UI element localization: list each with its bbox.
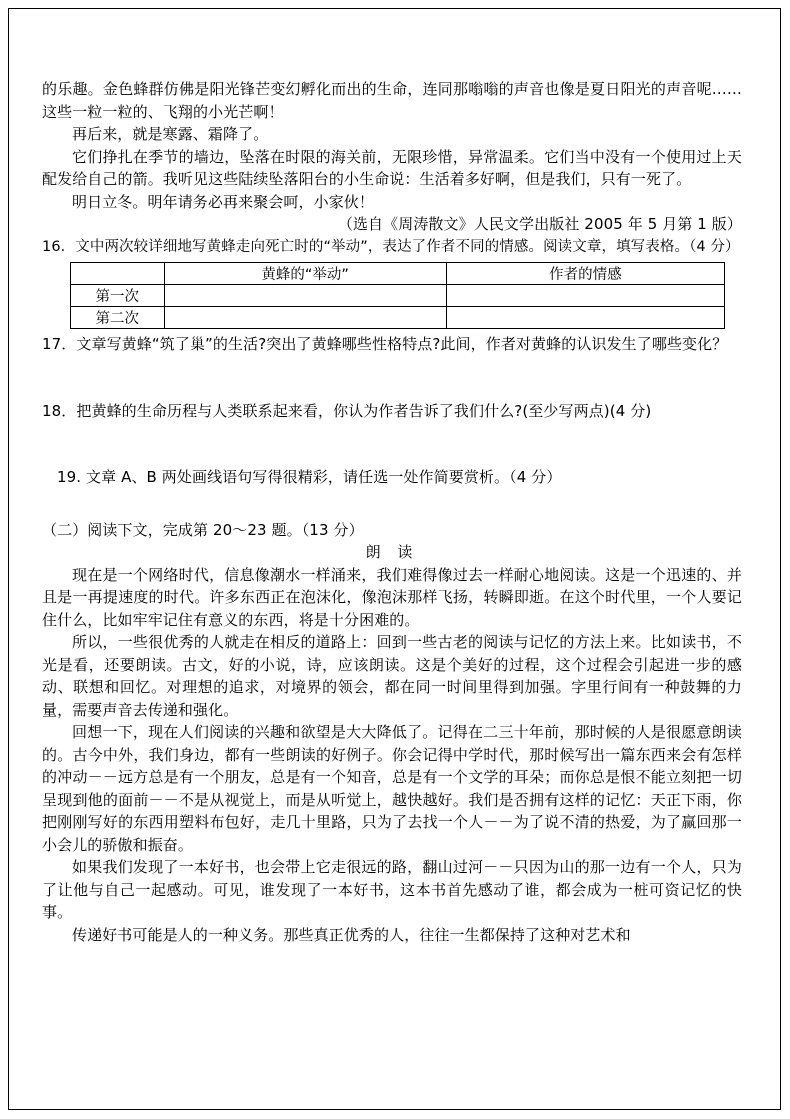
row-action-cell[interactable] <box>164 285 446 307</box>
row-label: 第二次 <box>71 307 165 329</box>
passage-paragraph: 如果我们发现了一本好书，也会带上它走很远的路，翻山过河－－只因为山的那一边有一个人，只为了让他与自己一起感动。可见，谁发现了一本好书，这本书首先感动了谁，都会成为一桩可资记忆的快事。 <box>42 858 742 921</box>
table-header-action: 黄蜂的“举动” <box>164 263 446 285</box>
table-row <box>71 285 725 307</box>
answer-table <box>70 262 725 329</box>
question-18: 18．把黄蜂的生命历程与人类联系起来看，你认为作者告诉了我们什么?(至少写两点)(4 分) <box>42 401 652 420</box>
question-16: 16．文中两次较详细地写黄蜂走向死亡时的“举动”，表达了作者不同的情感。阅读文章，填写表格。（4 分） <box>42 238 740 255</box>
table-row <box>71 307 725 329</box>
section-heading: （二）阅读下文，完成第 20～23 题。（13 分） <box>42 520 364 539</box>
row-emotion-cell[interactable] <box>446 307 724 329</box>
answer-space <box>42 356 742 400</box>
paragraph: 再后来，就是寒露、霜降了。 <box>72 125 269 143</box>
row-action-cell[interactable] <box>164 307 446 329</box>
row-label: 第一次 <box>71 285 165 307</box>
passage-title: 朗 读 <box>365 543 419 561</box>
paragraph-continuation: 的乐趣。金色蜂群仿佛是阳光锋芒变幻孵化而出的生命，连同那嗡嗡的声音也像是夏日阳光的声音呢……这些一粒一粒的、飞翔的小光芒啊！ <box>42 80 742 121</box>
page-content <box>42 78 742 946</box>
table-header-blank <box>71 263 165 285</box>
answer-space <box>42 422 742 466</box>
table-header-row <box>71 263 725 285</box>
passage-paragraph: 传递好书可能是人的一种义务。那些真正优秀的人，往往一生都保持了这种对艺术和 <box>72 925 631 944</box>
passage-paragraph: 回想一下，现在人们阅读的兴趣和欲望是大大降低了。记得在二三十年前，那时候的人是很愿意朗读的。古今中外，我们身边，都有一些朗读的好例子。你会记得中学时代，那时候写出一篇东西来会有怎样的冲动－－远方总是有一个朋友，总是有一个知音，总是有一个文学的耳朵；而你总是恨不能立刻把一切呈现到他的面前－－不是从视觉上，而是从听觉上，越快越好。我们是否拥有这样的记忆：天正下雨，你把刚刚写好的东西用塑料布包好，走几十里路，只为了去找一个人－－为了说不清的热爱，为了赢回那一小会儿的骄傲和振奋。 <box>42 723 742 854</box>
paragraph: 明日立冬。明年请务必再来聚会呵，小家伙！ <box>72 192 375 211</box>
source-attribution: （选自《周涛散文》人民文学出版社 2005 年 5 月第 1 版） <box>337 215 742 233</box>
answer-space <box>42 489 742 519</box>
row-emotion-cell[interactable] <box>446 285 724 307</box>
question-17: 17．文章写黄蜂“筑了巢”的生活?突出了黄蜂哪些性格特点?此间，作者对黄蜂的认识发生了哪些变化？ <box>42 335 728 353</box>
passage-paragraph: 现在是一个网络时代，信息像潮水一样涌来，我们难得像过去一样耐心地阅读。这是一个迅速的、并且是一再提速度的时代。许多东西正在泡沫化，像泡沫那样飞扬，转瞬即逝。在这个时代里，一个人要记住什么，比如牢牢记住有意义的东西，将是十分困难的。 <box>42 565 742 629</box>
passage-paragraph: 所以，一些很优秀的人就走在相反的道路上：回到一些古老的阅读与记忆的方法上来。比如读书，不光是看，还要朗读。古文，好的小说，诗，应该朗读。这是个美好的过程，这个过程会引起进一步的感动、联想和回忆。对理想的追求，对境界的领会，都在同一时间里得到加强。字里行间有一种鼓舞的力量，需要声音去传递和强化。 <box>42 633 742 719</box>
table-header-emotion: 作者的情感 <box>446 263 724 285</box>
paragraph: 它们挣扎在季节的墙边，坠落在时限的海关前，无限珍惜，异常温柔。它们当中没有一个使用过上天配发给自己的箭。我听见这些陆续坠落阳台的小生命说：生活着多好啊，但是我们，只有一死了。 <box>42 147 742 188</box>
question-19: 19. 文章 A、B 两处画线语句写得很精彩，请任选一处作简要赏析。（4 分） <box>57 468 562 486</box>
